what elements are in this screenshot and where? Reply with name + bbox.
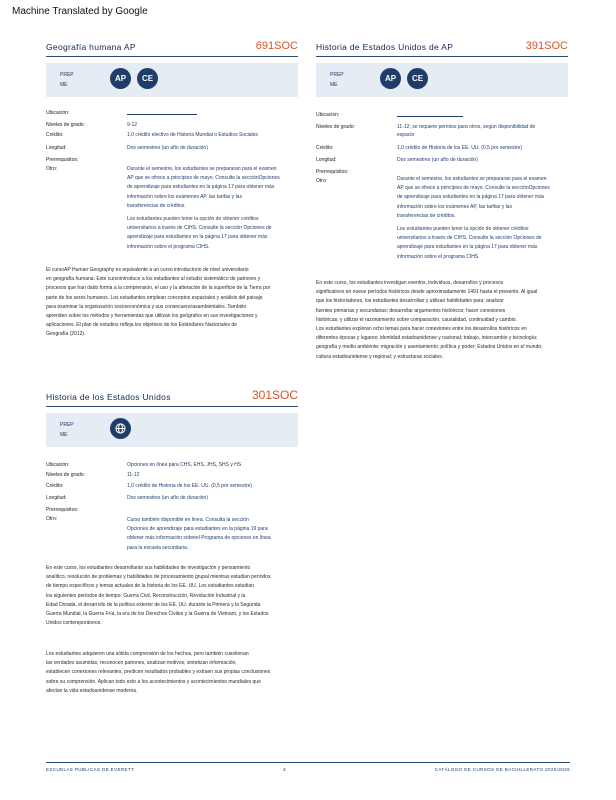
online-icon bbox=[110, 418, 131, 439]
college-credit-icon: CE bbox=[407, 68, 428, 89]
badge-bar bbox=[46, 63, 298, 97]
course-code: 391SOC bbox=[525, 40, 568, 52]
page-footer bbox=[46, 762, 570, 772]
footer-catalog: CATÁLOGO DE CURSOS DE BACHILLERATO 2025/2026 bbox=[434, 767, 570, 772]
course-code: 691SOC bbox=[255, 40, 298, 52]
course-title: Geografía humana AP bbox=[46, 42, 136, 52]
course-3-description: En este curso, los estudiantes desarrollarán sus habilidades de investigación y pensamiento analítico, resolución de problemas y habilidades de procesamiento grupal mientras estudian períodos de tiempo específicos y temas actuales de la historia de los EE. UU. Los estudiantes estudian los siguientes períodos de tiempo: Guerra Civil, Reconstrucción, Revolución Industrial y la Edad Dorada, el desarrollo de la política exterior de los EE. UU. durante la Primera y la Segunda Guerra Mundial, la Guerra Fría, la era de los Derechos Civiles y la Guerra de Vietnam, y los Estados Unidos contemporáneos. bbox=[46, 565, 271, 627]
course-header bbox=[316, 40, 568, 57]
course-3-details: Ubicación: Opciones en línea para CHS, EHS, JHS, SHS y HS Niveles de grado: 11-12 Crédito: 1,0 crédito de Historia de los EE. UU. (0,5 por semestre) Longitud: Dos semestres (un año de duración) Prerrequisitos: Otro: bbox=[46, 462, 253, 522]
ap-icon: AP bbox=[110, 68, 131, 89]
course-3-description-2: Los estudiantes adquieren una sólida comprensión de los hechos, pero también cuestionan las verdades asumidas, reconocen patrones, analizan motivos, sintetizan información, establecen conexiones relevantes, predicen resultados probables y extraen sus propias conclusiones sobre su comprensión. Aplican todo esto a los acontecimientos y acontecimientos mundiales que afectan la vida estadounidense moderna. bbox=[46, 651, 271, 694]
course-header bbox=[46, 40, 298, 57]
course-1-otro: Durante el semestre, los estudiantes se prepararan para el examen AP que se ofrece a principios de mayo. Consulte la secciónOpciones de aprendizaje para estudiantes en la página 17 para obtener más información sobre los exámenes AP, las tarifas y las transferencias de créditos. Los estudiantes pueden tener la opción de obtener créditos universitarios a través de CIHS. Consulte la sección Opciones de aprendizaje para estudiantes en la página 17 para obtener más información sobre el programa CIHS. bbox=[127, 166, 280, 250]
footer-district: ESCUELAS PÚBLICAS DE EVERETT bbox=[46, 767, 135, 772]
course-1-description: El cursoAP Human Geography es equivalente a un curso introductorio de nivel universitario en geografía humana. Este cursointroduce a los estudiantes al estudio sistemático de patrones y procesos que han dado forma a la comprensión, el uso y la alteración de la superficie de la Tierra por parte de los seres humanos. Los estudiantes emplean conceptos espaciales y análisis del paisaje para examinar la organización socioeconómica y sus consecuenciasambientales. También aprenden sobre los métodos y herramientas que utilizan los geógrafos en sus investigaciones y aplicaciones. El plan de estudios refleja los objetivos de los Estándares Nacionales de Geografía (2012). bbox=[46, 267, 271, 338]
course-ap-us-history bbox=[316, 40, 568, 97]
page-number: 3 bbox=[282, 767, 286, 772]
course-3-otro: Curso también disponible en línea. Consulta la sección Opciones de aprendizaje para estudiantes en la página 19 para obtener más información sobreel Programa de opciones en línea para la escuela secundaria. bbox=[127, 517, 271, 551]
course-header bbox=[46, 388, 298, 407]
course-code: 301SOC bbox=[251, 388, 298, 402]
location-blank bbox=[397, 112, 463, 117]
badge-icons bbox=[380, 68, 428, 89]
course-2-otro: Durante el semestre, los estudiantes se prepararan para el examen AP que se ofrece a principios de mayo. Consulte la secciónOpciones de aprendizaje para estudiantes en la página 17 para obtener más información sobre los exámenes AP, las tarifas y las transferencias de créditos. Los estudiantes pueden tener la opción de obtener créditos universitarios a través de CIHS. Consulte la sección Opciones de aprendizaje para estudiantes en la página 17 para obtener más información sobre el programa CIHS. bbox=[397, 176, 550, 260]
course-title: Historia de los Estados Unidos bbox=[46, 392, 171, 402]
course-us-history bbox=[46, 388, 298, 447]
ap-icon: AP bbox=[380, 68, 401, 89]
badge-labels: PREP ME bbox=[60, 72, 74, 88]
college-credit-icon: CE bbox=[137, 68, 158, 89]
course-ap-human-geography bbox=[46, 40, 298, 97]
badge-labels: PREP ME bbox=[60, 422, 74, 438]
badge-labels: PREP ME bbox=[330, 72, 344, 88]
badge-icons bbox=[110, 68, 158, 89]
badge-bar bbox=[316, 63, 568, 97]
machine-translation-banner: Machine Translated by Google bbox=[12, 6, 148, 17]
course-1-details: Ubicación: Niveles de grado: 9-12 Crédito: 1,0 crédito electivo de Historia Mundial o Estudios Sociales Longitud: Dos semestres (un año de duración) Prerrequisitos: Otro: bbox=[46, 110, 258, 172]
course-title: Historia de Estados Unidos de AP bbox=[316, 42, 454, 52]
course-2-details: Ubicación: Niveles de grado: 11-12; se requiere permiso para otros, según disponibilidad de espacio Crédito: 1,0 crédito de Historia de los EE. UU. (0,5 por semestre) Longitud: Dos semestres (un año de duración) Prerrequisitos: Otro: bbox=[316, 112, 536, 184]
badge-icons bbox=[110, 418, 131, 439]
course-2-description: En este curso, los estudiantes investigan eventos, individuos, desarrollos y procesos significativos en nueve períodos históricos desde aproximadamente 1491 hasta el presente. Al igual que los historiadores, los estudiantes desarrollan y utilizan habilidades para: analizar fuentes primarias y secundarias; desarrollar argumentos históricos; hacer conexiones históricas; y utilizar el razonamiento sobre comparación, causalidad, continuidad y cambio. Los estudiantes exploran ocho temas para hacer conexiones entre los desarrollos históricos en diferentes épocas y lugares: identidad estadounidense y nacional; trabajo, intercambio y tecnología; geografía y medio ambiente; migración y asentamiento; política y poder; Estados Unidos en el mundo; cultura estadounidense y regional; y estructuras sociales. bbox=[316, 280, 543, 360]
badge-bar bbox=[46, 413, 298, 447]
location-blank bbox=[127, 110, 197, 115]
